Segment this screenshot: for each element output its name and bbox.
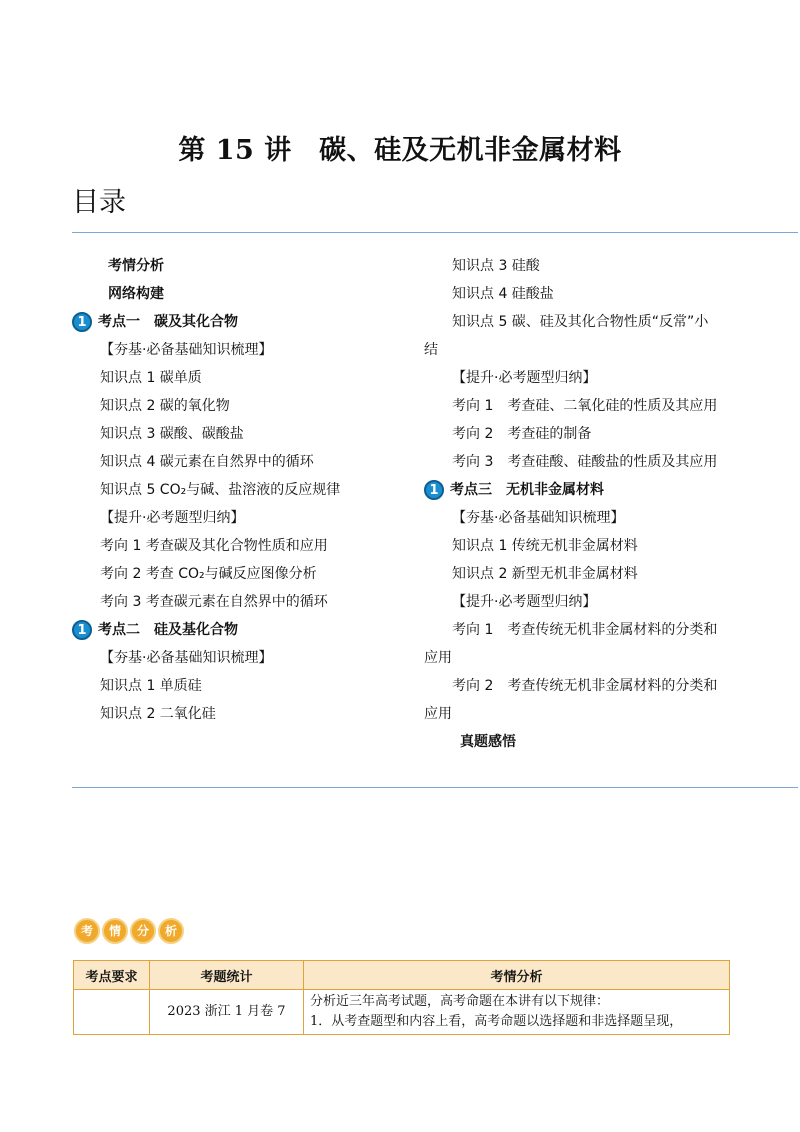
- page-title: 第 15 讲 碳、硅及无机非金属材料: [178, 135, 622, 166]
- toc-entry[interactable]: [452, 508, 624, 528]
- toc-entry[interactable]: [452, 424, 591, 444]
- toc-entry-label: 考向 3 考查硅酸、硅酸盐的性质及其应用: [452, 454, 718, 470]
- toc-entry-label: 知识点 2 新型无机非金属材料: [452, 566, 638, 582]
- toc-entry[interactable]: [452, 312, 708, 332]
- table-header-analysis: 考情分析: [304, 961, 730, 990]
- toc-entry-label: 知识点 1 传统无机非金属材料: [452, 538, 638, 554]
- toc-entry-label: 【夯基·必备基础知识梳理】: [100, 342, 273, 358]
- toc-entry[interactable]: [100, 396, 230, 416]
- toc-entry[interactable]: [452, 536, 638, 556]
- banner-char: 考: [74, 918, 100, 944]
- toc-entry[interactable]: [460, 732, 516, 752]
- toc-entry-label: 应用: [424, 650, 452, 666]
- toc-entry[interactable]: [424, 704, 452, 724]
- section-number-icon: 1: [72, 312, 92, 332]
- banner-char: 情: [102, 918, 128, 944]
- toc-entry[interactable]: [100, 368, 202, 388]
- table-cell-analysis: [304, 990, 730, 1035]
- toc-entry-label: 【夯基·必备基础知识梳理】: [452, 510, 625, 526]
- toc-bottom-divider: [72, 787, 798, 788]
- toc-entry[interactable]: [100, 592, 328, 612]
- toc-entry[interactable]: [100, 536, 328, 556]
- banner-char: 析: [158, 918, 184, 944]
- toc-entry-label: 【提升·必考题型归纳】: [100, 510, 245, 526]
- toc-entry[interactable]: [452, 592, 596, 612]
- toc-entry-label: 考向 1 考查碳及其化合物性质和应用: [100, 538, 328, 554]
- toc-entry-label: 结: [424, 342, 438, 358]
- toc-entry-label: 知识点 2 碳的氧化物: [100, 398, 230, 414]
- toc-entry[interactable]: [452, 452, 717, 472]
- toc-entry[interactable]: [100, 564, 317, 584]
- toc-entry-label: 考点一 碳及其化合物: [98, 314, 238, 330]
- toc-entry-label: 知识点 4 硅酸盐: [452, 286, 554, 302]
- section-banner-exam-analysis: [74, 918, 184, 946]
- table-header-row: [74, 961, 730, 990]
- toc-entry[interactable]: [100, 424, 244, 444]
- toc-entry[interactable]: [452, 564, 638, 584]
- toc-entry-label: 知识点 3 碳酸、碳酸盐: [100, 426, 244, 442]
- table-row: [74, 990, 730, 1035]
- toc-entry[interactable]: [452, 284, 554, 304]
- toc-entry-label: 应用: [424, 706, 452, 722]
- toc-entry[interactable]: [452, 368, 596, 388]
- toc-top-divider: [72, 232, 798, 233]
- toc-entry-label: 考向 2 考查 CO₂与碱反应图像分析: [100, 566, 317, 582]
- toc-entry[interactable]: [100, 480, 340, 500]
- toc-entry-label: 知识点 1 单质硅: [100, 678, 202, 694]
- toc-entry-label: 考点二 硅及基化合物: [98, 622, 238, 638]
- toc-entry-label: 考点三 无机非金属材料: [450, 482, 604, 498]
- toc-entry[interactable]: [452, 620, 717, 640]
- toc-section-heading[interactable]: [72, 620, 238, 640]
- toc-entry[interactable]: [452, 396, 717, 416]
- toc-entry-label: 真题感悟: [460, 734, 516, 750]
- toc-entry-label: 知识点 1 碳单质: [100, 370, 202, 386]
- toc-entry-label: 【夯基·必备基础知识梳理】: [100, 650, 273, 666]
- toc-entry[interactable]: [424, 648, 452, 668]
- toc-entry-label: 考向 3 考查碳元素在自然界中的循环: [100, 594, 328, 610]
- toc-entry[interactable]: [100, 704, 216, 724]
- section-number-icon: 1: [424, 480, 444, 500]
- toc-entry-label: 考向 1 考查硅、二氧化硅的性质及其应用: [452, 398, 718, 414]
- toc-entry-label: 知识点 5 CO₂与碱、盐溶液的反应规律: [100, 482, 341, 498]
- analysis-line: 分析近三年高考试题，高考命题在本讲有以下规律：: [310, 994, 610, 1009]
- toc-entry[interactable]: [100, 452, 314, 472]
- toc-section-heading[interactable]: [72, 312, 238, 332]
- toc-entry-label: 网络构建: [108, 286, 164, 302]
- toc-entry-label: 考向 1 考查传统无机非金属材料的分类和: [452, 622, 718, 638]
- banner-char: 分: [130, 918, 156, 944]
- toc-entry-label: 考情分析: [108, 258, 164, 274]
- toc-entry-label: 知识点 3 硅酸: [452, 258, 540, 274]
- toc-entry-label: 【提升·必考题型归纳】: [452, 370, 597, 386]
- toc-entry[interactable]: [108, 284, 164, 304]
- toc-entry-label: 考向 2 考查传统无机非金属材料的分类和: [452, 678, 718, 694]
- toc-entry[interactable]: [108, 256, 164, 276]
- toc-entry[interactable]: [100, 676, 202, 696]
- toc-entry[interactable]: [100, 340, 272, 360]
- toc-section-heading[interactable]: [424, 480, 604, 500]
- toc-entry[interactable]: [452, 256, 540, 276]
- toc-entry[interactable]: [100, 508, 244, 528]
- toc-entry-label: 考向 2 考查硅的制备: [452, 426, 592, 442]
- toc-entry[interactable]: [424, 340, 438, 360]
- toc-entry-label: 知识点 5 碳、硅及其化合物性质“反常”小: [452, 314, 709, 330]
- analysis-line: 1．从考查题型和内容上看，高考命题以选择题和非选择题呈现，: [310, 1014, 683, 1029]
- section-number-icon: 1: [72, 620, 92, 640]
- toc-entry[interactable]: [100, 648, 272, 668]
- toc-heading: 目录: [72, 187, 126, 218]
- toc-entry-label: 【提升·必考题型归纳】: [452, 594, 597, 610]
- stat-text: 2023 浙江 1 月卷 7: [167, 1004, 286, 1019]
- table-header-requirement: 考点要求: [74, 961, 150, 990]
- toc-entry-label: 知识点 4 碳元素在自然界中的循环: [100, 454, 314, 470]
- table-header-stat: 考题统计: [150, 961, 304, 990]
- table-cell-stat: [150, 990, 304, 1035]
- exam-analysis-table: [73, 960, 730, 1035]
- table-cell-requirement: [74, 990, 150, 1035]
- toc-entry-label: 知识点 2 二氧化硅: [100, 706, 216, 722]
- toc-entry[interactable]: [452, 676, 717, 696]
